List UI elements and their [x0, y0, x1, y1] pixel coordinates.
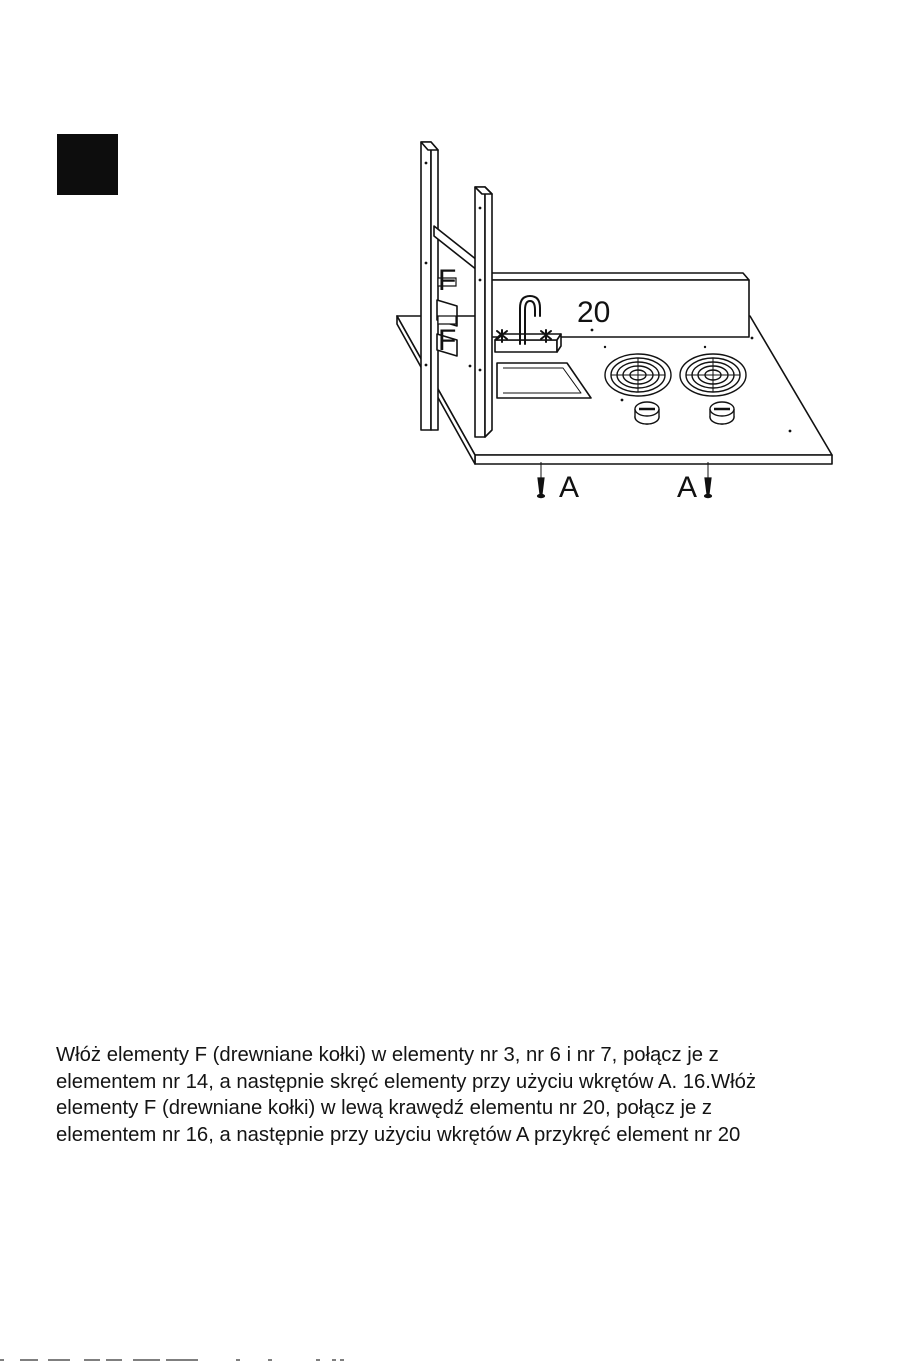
front-upright-front: [475, 187, 485, 437]
screw-label-right: A: [677, 471, 698, 504]
screw-label-left: A: [559, 471, 580, 504]
part-20-label: 20: [577, 296, 611, 329]
knob-left: [635, 402, 659, 424]
instruction-text: [56, 1042, 846, 1148]
burner-left: [605, 354, 671, 396]
page-edge-marks: [0, 1357, 914, 1362]
rear-upright-front: [421, 142, 431, 430]
screw-left: [538, 462, 545, 498]
dowel-label-bottom: F: [438, 324, 457, 357]
instruction-line: elementy F (drewniane kołki) w lewą krawędź elementu nr 20, połącz je z: [56, 1097, 713, 1119]
front-upright-side: [485, 187, 492, 437]
instruction-line: Włóż elementy F (drewniane kołki) w elementy nr 3, nr 6 i nr 7, połącz je z: [56, 1044, 719, 1066]
screw-right: [705, 462, 712, 498]
instruction-line: elementem nr 16, a następnie przy użyciu wkrętów A przykręć element nr 20: [56, 1123, 741, 1146]
instruction-line: elementem nr 14, a następnie skręć elementy przy użyciu wkrętów A. 16.Włóż: [56, 1070, 757, 1093]
dowel-bottom: [438, 316, 456, 324]
rear-upright-side: [431, 142, 438, 430]
countertop-front-edge: [475, 455, 832, 464]
knob-right: [710, 402, 734, 424]
burner-right: [680, 354, 746, 396]
assembly-diagram: [385, 130, 845, 510]
step-marker: [57, 134, 118, 195]
dowel-label-top: F: [438, 264, 457, 297]
back-panel-top: [485, 273, 749, 280]
assembly-illustration: [385, 130, 845, 510]
